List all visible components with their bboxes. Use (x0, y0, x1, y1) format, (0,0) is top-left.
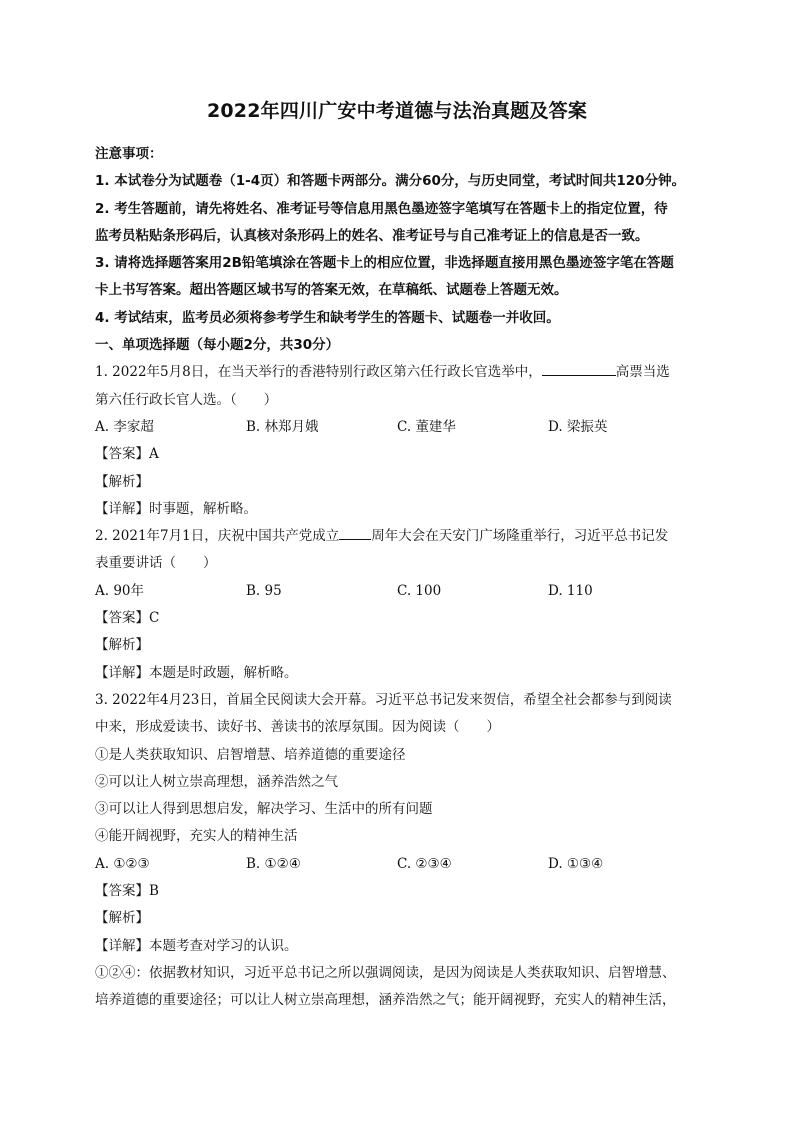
question-3-options (95, 851, 699, 878)
option-c: C. 董建华 (397, 418, 456, 435)
question-1-stem-a: 1. 2022年5月8日，在当天举行的香港特别行政区第六任行政长官选举中， (95, 364, 542, 381)
notice-item: 2. 考生答题前，请先将姓名、准考证号等信息用黑色墨迹签字笔填写在答题卡上的指定位置，待 (95, 200, 668, 217)
option-d: D. 梁振英 (548, 418, 608, 435)
detail-label: 【详解】时事题，解析略。 (95, 500, 257, 517)
analysis-label: 【解析】 (95, 473, 149, 490)
answer-label: 【答案】C (95, 610, 160, 627)
explanation-line: ①②④：依据教材知识，习近平总书记之所以强调阅读，是因为阅读是人类获取知识、启智增慧、 (95, 964, 676, 981)
statement-4: ④能开阔视野，充实人的精神生活 (95, 828, 298, 845)
question-2-stem-a: 2. 2021年7月1日，庆祝中国共产党成立 (95, 528, 340, 545)
option-b: B. ①②④ (246, 855, 301, 872)
answer-blank (339, 525, 371, 540)
question-2-options (95, 578, 699, 605)
exam-page (95, 92, 699, 1015)
section-heading: 一、单项选择题（每小题2分，共30分） (95, 337, 340, 354)
question-1-stem-b: 高票当选 (615, 364, 670, 381)
option-b: B. 林郑月娥 (246, 418, 319, 435)
option-d: D. 110 (548, 582, 593, 599)
option-a: A. ①②③ (95, 855, 150, 872)
question-1-stem (95, 359, 699, 386)
notice-item: 监考员粘贴条形码后，认真核对条形码上的姓名、准考证号与自己准考证上的信息是否一致。 (95, 227, 649, 244)
question-3-stem: 3. 2022年4月23日，首届全民阅读大会开幕。习近平总书记发来贺信，希望全社会都参与到阅读 (95, 691, 672, 708)
question-2-stem-b: 周年大会在天安门广场隆重举行，习近平总书记发 (371, 528, 669, 545)
detail-label: 【详解】本题考查对学习的认识。 (95, 937, 298, 954)
statement-2: ②可以让人树立崇高理想，涵养浩然之气 (95, 773, 338, 790)
question-1-options (95, 414, 699, 441)
option-a: A. 90年 (95, 582, 145, 599)
option-b: B. 95 (246, 582, 282, 599)
page-title: 2022年四川广安中考道德与法治真题及答案 (206, 100, 588, 122)
question-2-stem-cont: 表重要讲话（ ） (95, 555, 217, 572)
notice-heading: 注意事项： (95, 146, 163, 162)
question-3-stem-cont: 中来，形成爱读书、读好书、善读书的浓厚氛围。因为阅读（ ） (95, 719, 500, 736)
question-1-stem-cont: 第六任行政长官人选。（ ） (95, 391, 278, 408)
analysis-label: 【解析】 (95, 910, 149, 927)
explanation-line: 培养道德的重要途径；可以让人树立崇高理想，涵养浩然之气；能开阔视野，充实人的精神生活， (95, 992, 676, 1009)
answer-label: 【答案】B (95, 883, 159, 900)
option-c: C. ②③④ (397, 855, 452, 872)
analysis-label: 【解析】 (95, 637, 149, 654)
notice-item: 卡上书写答案。超出答题区域书写的答案无效，在草稿纸、试题卷上答题无效。 (95, 282, 568, 299)
option-d: D. ①③④ (548, 855, 604, 872)
answer-blank (542, 361, 616, 376)
notice-item: 4. 考试结束，监考员必须将参考学生和缺考学生的答题卡、试题卷一并收回。 (95, 309, 560, 326)
option-a: A. 李家超 (95, 418, 154, 435)
notice-item: 3. 请将选择题答案用2B铅笔填涂在答题卡上的相应位置，非选择题直接用黑色墨迹签字笔在答题 (95, 255, 674, 272)
notice-item: 1. 本试卷分为试题卷（1-4页）和答题卡两部分。满分60分，与历史同堂，考试时间共120分钟。 (95, 173, 686, 190)
statement-3: ③可以让人得到思想启发，解决学习、生活中的所有问题 (95, 801, 433, 818)
option-c: C. 100 (397, 582, 442, 599)
detail-label: 【详解】本题是时政题，解析略。 (95, 664, 298, 681)
statement-1: ①是人类获取知识、启智增慧、培养道德的重要途径 (95, 746, 406, 763)
question-2-stem (95, 523, 699, 550)
answer-label: 【答案】A (95, 446, 159, 463)
